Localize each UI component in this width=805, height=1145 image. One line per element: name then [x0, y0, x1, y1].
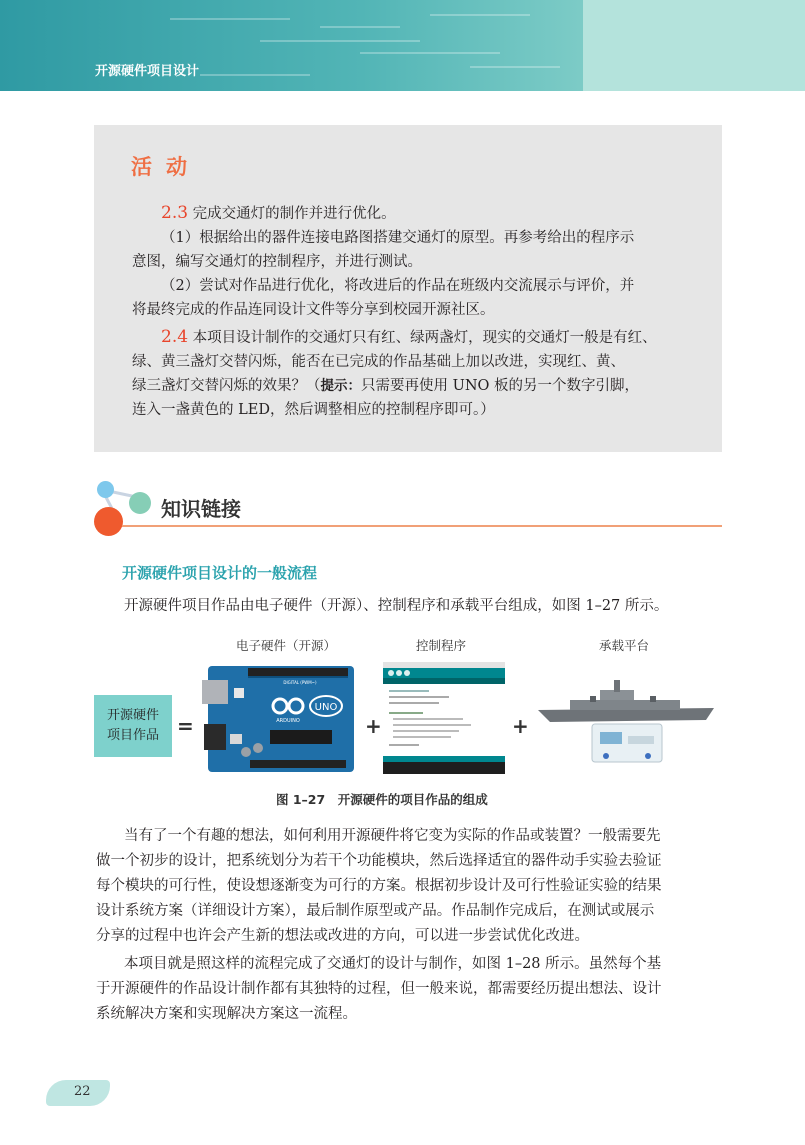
- page-number-badge: [46, 1080, 110, 1106]
- activity-line-5: 将最终完成的作品连同设计文件等分享到校园开源社区。: [132, 302, 495, 318]
- plus-sign-2: +: [512, 714, 529, 738]
- body-p2-line-3: 系统解决方案和实现解决方案这一流程。: [96, 1006, 357, 1022]
- activity-line-8: 绿三盏灯交替闪烁的效果？（提示：只需要再使用 UNO 板的另一个数字引脚，: [132, 378, 640, 394]
- body-p2-line-2: 于开源硬件的作品设计制作都有其独特的过程，但一般来说，都需要经历提出想法、设计: [96, 981, 662, 997]
- activity-number-2-4: 2.4: [161, 327, 189, 347]
- body-p1-line-5: 分享的过程中也许会产生新的想法或改进的方向，可以进一步尝试优化改进。: [96, 928, 589, 944]
- activity-line-7: 绿、黄三盏灯交替闪烁，能否在已完成的作品基础上加以改进，实现红、黄、: [132, 354, 625, 370]
- activity-line-9: 连入一盏黄色的 LED，然后调整相应的控制程序即可。）: [132, 402, 495, 418]
- equals-sign: =: [177, 714, 194, 738]
- body-p1-line-1: 当有了一个有趣的想法，如何利用开源硬件将它变为实际的作品或装置？一般需要先: [124, 828, 661, 844]
- knowledge-divider: [122, 525, 722, 527]
- knowledge-title: 知识链接: [161, 497, 241, 521]
- program-screenshot-image: [383, 662, 505, 774]
- page-number: 22: [74, 1084, 91, 1099]
- label-platform: 承载平台: [599, 638, 650, 653]
- body-p1-line-4: 设计系统方案（详细设计方案），最后制作原型或产品。作品制作完成后，在测试或展示: [96, 903, 655, 919]
- section-subtitle: 开源硬件项目设计的一般流程: [122, 564, 318, 582]
- board-uno-text: UNO: [314, 702, 338, 713]
- activity-title: 活动: [131, 155, 201, 179]
- activity-box: [94, 125, 722, 452]
- body-p1-line-3: 每个模块的可行性，使设想逐渐变为可行的方案。根据初步设计及可行性验证实验的结果: [96, 878, 662, 894]
- arduino-board-image: [200, 662, 356, 774]
- activity-line-3: 意图，编写交通灯的控制程序，并进行测试。: [132, 254, 422, 270]
- intro-paragraph: 开源硬件项目作品由电子硬件（开源）、控制程序和承载平台组成，如图 1–27 所示。: [124, 598, 669, 614]
- body-p2-line-1: 本项目就是照这样的流程完成了交通灯的设计与制作，如图 1–28 所示。虽然每个基: [124, 956, 662, 972]
- header-title: 开源硬件项目设计: [95, 64, 200, 79]
- activity-line-2: （1）根据给出的器件连接电路图搭建交通灯的原型。再参考给出的程序示: [161, 230, 635, 246]
- board-brand-text: ARDUINO: [276, 718, 300, 724]
- hint-label: 提示：: [320, 378, 361, 394]
- project-work-box: 开源硬件 项目作品: [94, 695, 172, 757]
- header-accent-block: [583, 0, 805, 91]
- knowledge-icon-blue-dot: [97, 481, 114, 498]
- activity-line-1: 2.3 完成交通灯的制作并进行优化。: [161, 203, 396, 223]
- knowledge-icon-orange-dot: [94, 507, 123, 536]
- label-program: 控制程序: [416, 638, 467, 653]
- platform-ship-image: [530, 662, 722, 774]
- page-header: [0, 0, 805, 91]
- label-hardware: 电子硬件（开源）: [236, 638, 337, 653]
- plus-sign-1: +: [365, 714, 382, 738]
- board-digital-text: DIGITAL (PWM~): [283, 680, 317, 685]
- body-p1-line-2: 做一个初步的设计，把系统划分为若干个功能模块，然后选择适宜的器件动手实验去验证: [96, 853, 662, 869]
- activity-line-6: 2.4 本项目设计制作的交通灯只有红、绿两盏灯，现实的交通灯一般是有红、: [161, 327, 657, 347]
- knowledge-icon-green-dot: [129, 492, 151, 514]
- figure-caption: 图 1–27 开源硬件的项目作品的组成: [276, 792, 488, 807]
- activity-number-2-3: 2.3: [161, 203, 189, 223]
- activity-line-4: （2）尝试对作品进行优化，将改进后的作品在班级内交流展示与评价，并: [161, 278, 635, 294]
